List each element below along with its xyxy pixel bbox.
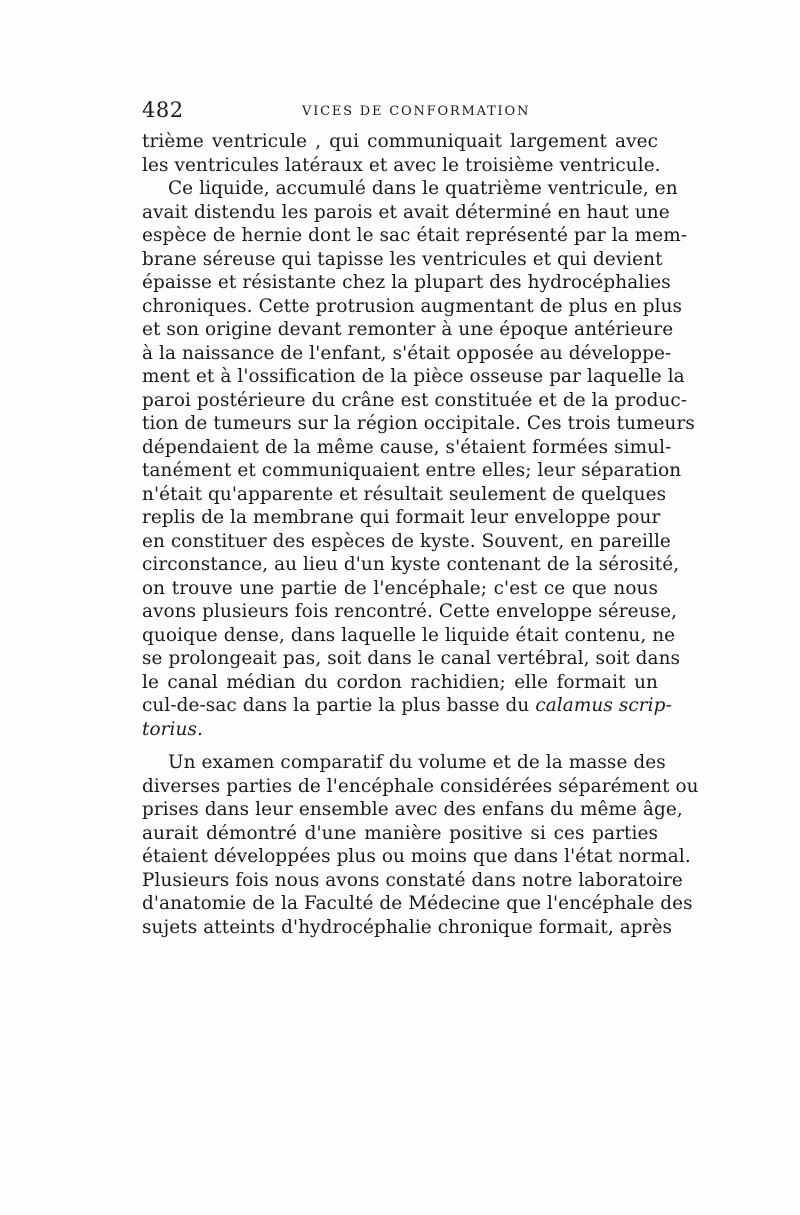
text-line: n'était qu'apparente et résultait seulement de quelques: [142, 483, 667, 505]
text-line: les ventricules latéraux et avec le troisième ventricule.: [142, 154, 661, 176]
text-line: replis de la membrane qui formait leur enveloppe pour: [142, 507, 661, 528]
body-text: [142, 130, 699, 939]
text-line: étaient développées plus ou moins que dans l'état normal.: [142, 846, 691, 867]
text-line: épaisse et résistante chez la plupart des hydrocéphalies: [142, 272, 671, 293]
paragraph: [142, 177, 695, 741]
text-line: chroniques. Cette protrusion augmentant de plus en plus: [142, 295, 683, 317]
text-line: [142, 718, 658, 742]
text-line: on trouve une partie de l'encéphale; c'est ce que nous: [142, 577, 658, 599]
text-line: trième ventricule , qui communiquait largement avec: [142, 131, 658, 152]
text-line: Un examen comparatif du volume et de la masse des: [168, 752, 666, 773]
text-line: le canal médian du cordon rachidien; elle formait un: [142, 671, 658, 693]
italic-term: calamus scrip-: [535, 695, 672, 716]
text-line: Plusieurs fois nous avons constaté dans notre laboratoire: [142, 869, 683, 891]
text-line: aurait démontré d'une manière positive si ces parties: [142, 822, 658, 844]
page-header: [142, 98, 658, 128]
text-line: d'anatomie de la Faculté de Médecine que l'encéphale des: [142, 893, 693, 914]
text-line: Ce liquide, accumulé dans le quatrième ventricule, en: [168, 178, 678, 199]
running-title: VICES DE CONFORMATION: [302, 104, 531, 119]
text-line: prises dans leur ensemble avec des enfans du même âge,: [142, 799, 683, 820]
text-segment: cul-de-sac dans la partie la plus basse du: [142, 695, 530, 716]
text-line: tion de tumeurs sur la région occipitale. Ces trois tumeurs: [142, 413, 695, 434]
text-line: en constituer des espèces de kyste. Souvent, en pareille: [142, 530, 671, 552]
text-line: avons plusieurs fois rencontré. Cette enveloppe séreuse,: [142, 601, 678, 622]
text-line: circonstance, au lieu d'un kyste contenant de la sérosité,: [142, 554, 680, 575]
text-line: tanément et communiquaient entre elles; leur séparation: [142, 460, 682, 481]
text-line: [142, 694, 672, 718]
text-line: avait distendu les parois et avait déterminé en haut une: [142, 201, 670, 223]
text-line: diverses parties de l'encéphale considérées séparément ou: [142, 775, 699, 797]
page-number: 482: [142, 98, 184, 122]
text-line: ment et à l'ossification de la pièce osseuse par laquelle la: [142, 366, 685, 387]
text-line: à la naissance de l'enfant, s'était opposée au développe-: [142, 342, 672, 364]
text-line: quoique dense, dans laquelle le liquide était contenu, ne: [142, 624, 676, 646]
text-line: se prolongeait pas, soit dans le canal vertébral, soit dans: [142, 648, 681, 669]
text-line: espèce de hernie dont le sac était représenté par la mem-: [142, 225, 688, 246]
paragraph-continuation: [142, 130, 661, 177]
italic-term: torius.: [142, 718, 203, 740]
paragraph: [142, 751, 699, 939]
text-line: paroi postérieure du crâne est constituée et de la produc-: [142, 389, 688, 411]
text-line: brane séreuse qui tapisse les ventricules et qui devient: [142, 248, 663, 270]
text-line: dépendaient de la même cause, s'étaient formées simul-: [142, 436, 672, 458]
text-line: sujets atteints d'hydrocéphalie chronique formait, après: [142, 916, 673, 938]
text-line: et son origine devant remonter à une époque antérieure: [142, 319, 674, 340]
